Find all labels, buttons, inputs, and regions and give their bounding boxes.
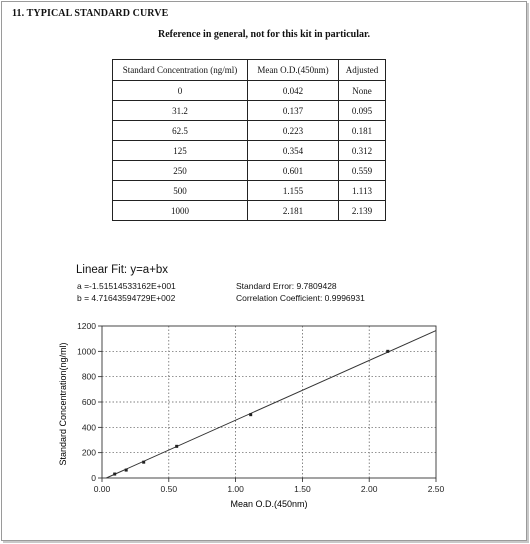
y-axis-label: Standard Concentration(ng/ml) — [58, 342, 68, 466]
data-point — [142, 461, 145, 464]
document-page — [1, 1, 527, 541]
concentration-cell: 125 — [113, 141, 248, 161]
concentration-cell: 62.5 — [113, 121, 248, 141]
concentration-cell: 250 — [113, 161, 248, 181]
reference-note: Reference in general, not for this kit in particular. — [157, 29, 371, 40]
concentration-cell: 0 — [113, 81, 248, 101]
concentration-cell: 1000 — [113, 201, 248, 221]
od-cell: 0.601 — [248, 161, 339, 181]
adjusted-cell: 0.181 — [339, 121, 386, 141]
y-tick-label: 600 — [81, 397, 96, 407]
od-cell: 0.354 — [248, 141, 339, 161]
od-cell: 0.223 — [248, 121, 339, 141]
y-tick-label: 200 — [81, 447, 96, 458]
concentration-cell: 31.2 — [113, 101, 248, 121]
section-heading: 11. TYPICAL STANDARD CURVE — [12, 8, 169, 19]
adjusted-cell: 0.095 — [339, 101, 386, 121]
coefficient-a: a =-1.51514533162E+001 — [77, 281, 176, 291]
data-point — [249, 413, 252, 416]
column-header: Mean O.D.(450nm) — [248, 60, 339, 81]
x-tick-label: 2.50 — [427, 484, 445, 494]
x-axis-label: Mean O.D.(450nm) — [230, 499, 308, 509]
od-cell: 0.137 — [248, 101, 339, 121]
correlation-coefficient: Correlation Coefficient: 0.9996931 — [236, 293, 365, 303]
od-cell: 1.155 — [248, 181, 339, 201]
concentration-cell: 500 — [113, 181, 248, 201]
standard-curve-chart — [2, 2, 526, 540]
column-header: Standard Concentration (ng/ml) — [113, 60, 248, 81]
y-tick-label: 1000 — [77, 346, 96, 357]
column-header: Adjusted — [339, 60, 386, 81]
x-tick-label: 0.00 — [93, 484, 111, 494]
y-tick-label: 400 — [81, 422, 96, 433]
fit-title: Linear Fit: y=a+bx — [76, 264, 169, 276]
y-tick-label: 1200 — [77, 321, 96, 331]
y-tick-label: 800 — [81, 371, 96, 382]
x-tick-label: 1.00 — [227, 484, 244, 494]
coefficient-b: b = 4.71643594729E+002 — [77, 293, 176, 303]
adjusted-cell: 1.113 — [339, 181, 386, 201]
data-point — [175, 445, 178, 448]
od-cell: 0.042 — [248, 81, 339, 101]
chart-grid — [102, 326, 436, 478]
x-tick-label: 0.50 — [160, 484, 178, 494]
adjusted-cell: None — [339, 81, 386, 101]
chart-axes — [77, 321, 444, 494]
standard-error: Standard Error: 9.7809428 — [236, 281, 337, 291]
x-tick-label: 1.50 — [294, 484, 311, 494]
data-point — [386, 350, 389, 353]
adjusted-cell: 2.139 — [339, 201, 386, 221]
y-tick-label: 0 — [91, 473, 96, 483]
data-point — [113, 473, 116, 476]
data-point — [125, 469, 128, 472]
od-cell: 2.181 — [248, 201, 339, 221]
x-tick-label: 2.00 — [360, 484, 378, 494]
adjusted-cell: 0.312 — [339, 141, 386, 161]
adjusted-cell: 0.559 — [339, 161, 386, 181]
